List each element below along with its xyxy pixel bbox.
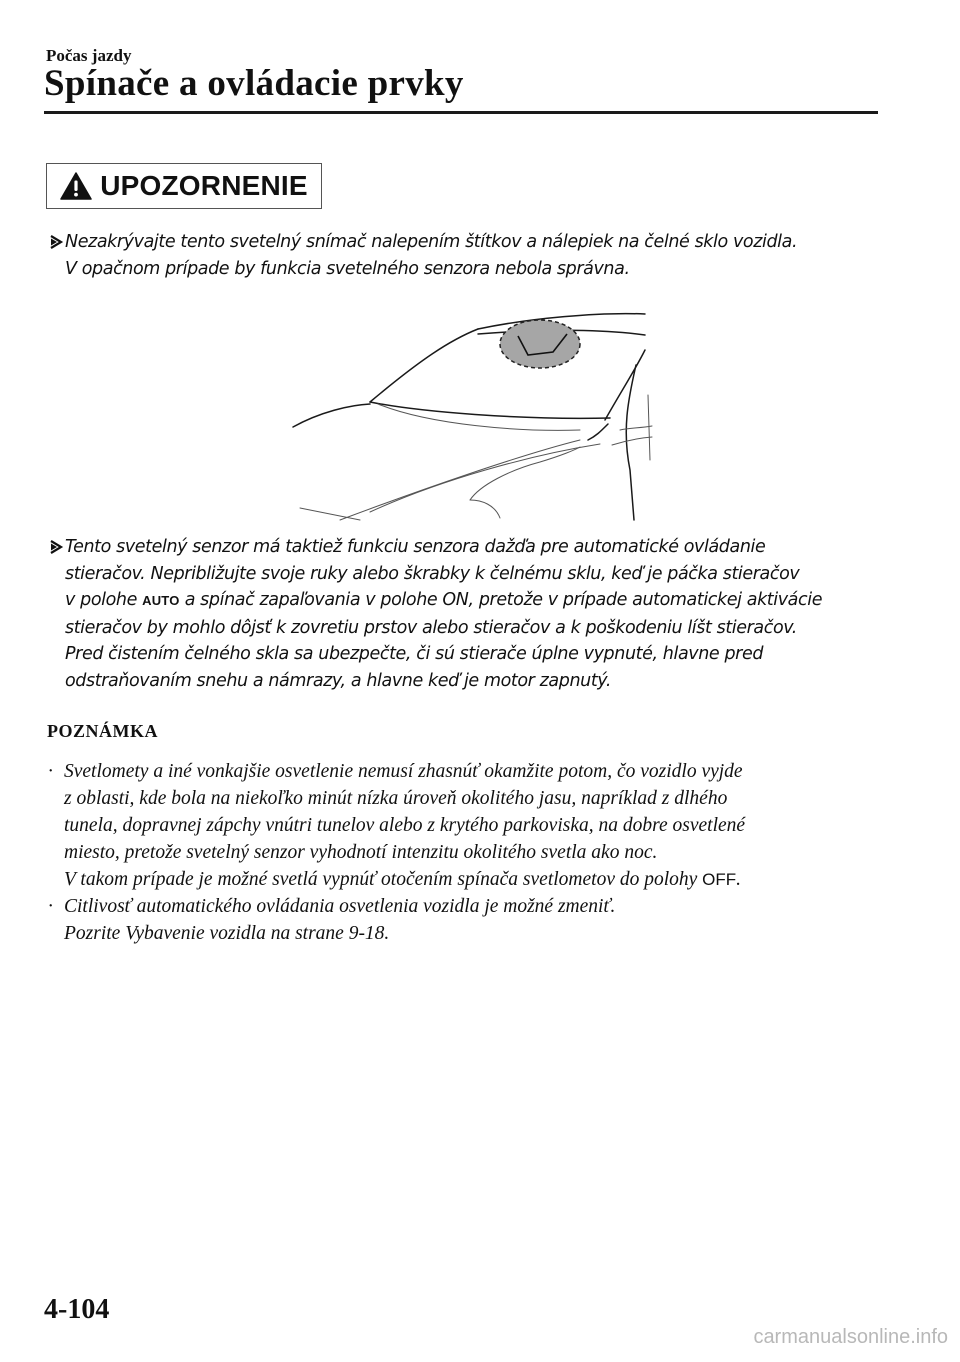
warning-label: UPOZORNENIE [100, 170, 308, 201]
warning-badge [46, 163, 322, 209]
watermark: carmanualsonline.info [753, 1326, 948, 1348]
bullet-line: odstraňovaním snehu a námrazy, a hlavne keď je motor zapnutý. [65, 670, 612, 691]
arrow-bullet-icon [48, 534, 64, 560]
off-position-label: OFF [702, 870, 737, 889]
note-bullet-dot: · [48, 761, 53, 782]
note-heading: POZNÁMKA [47, 721, 158, 741]
note-item-1 [48, 758, 745, 893]
note-line: Pozrite Vybavenie vozidla na strane 9-18. [64, 923, 390, 944]
note-line: Citlivosť automatického ovládania osvetlenia vozidla je možné zmeniť. [64, 896, 616, 917]
page-title: Spínače a ovládacie prvky [44, 63, 464, 104]
note-text: V takom prípade je možné svetlá vypnúť otočením spínača svetlometov do polohy [64, 869, 703, 890]
bullet-line: Tento svetelný senzor má taktiež funkciu senzora dažďa pre automatické ovládanie [65, 537, 766, 557]
page-number: 4-104 [44, 1294, 110, 1325]
bullet-line: stieračov. Nepribližujte svoje ruky alebo škrabky k čelnému sklu, keď je páčka stieračov [65, 563, 800, 584]
bullet-text: a spínač zapaľovania v polohe ON, pretože v prípade automatickej aktivácie [179, 590, 823, 610]
windshield-sensor-illustration [288, 300, 660, 530]
auto-position-label: AUTO [142, 593, 180, 608]
bullet-line: Pred čistením čelného skla sa ubezpečte, či sú stierače úplne vypnuté, hlavne pred [65, 644, 764, 664]
note-line: miesto, pretože svetelný senzor vyhodnotí intenzitu okolitého svetla ako noc. [64, 842, 658, 863]
note-item-2 [48, 893, 615, 947]
warning-bullet-1 [48, 229, 797, 282]
note-text: . [736, 869, 742, 890]
bullet-line [48, 587, 822, 615]
note-bullet-dot: · [48, 896, 53, 917]
note-line: z oblasti, kde bola na niekoľko minút nízka úroveň okolitého jasu, napríklad z dlhého [64, 788, 728, 809]
arrow-bullet-icon [48, 229, 64, 255]
warning-triangle-icon [60, 172, 92, 200]
bullet-line: Nezakrývajte tento svetelný snímač nalepením štítkov a nálepiek na čelné sklo vozidla. [65, 232, 798, 252]
bullet-text: v polohe [65, 590, 143, 610]
note-line [48, 866, 745, 893]
note-line: tunela, dopravnej zápchy vnútri tunelov alebo z krytého parkoviska, na dobre osvetlené [64, 815, 746, 836]
warning-bullet-2 [48, 534, 822, 694]
note-line: Svetlomety a iné vonkajšie osvetlenie nemusí zhasnúť okamžite potom, čo vozidlo vyjde [64, 761, 743, 782]
bullet-line: V opačnom prípade by funkcia svetelného senzora nebola správna. [65, 258, 630, 279]
header-divider [44, 111, 878, 114]
bullet-line: stieračov by mohlo dôjsť k zovretiu prstov alebo stieračov a k poškodeniu líšt stieračov. [65, 617, 797, 638]
section-label: Počas jazdy [46, 46, 132, 65]
